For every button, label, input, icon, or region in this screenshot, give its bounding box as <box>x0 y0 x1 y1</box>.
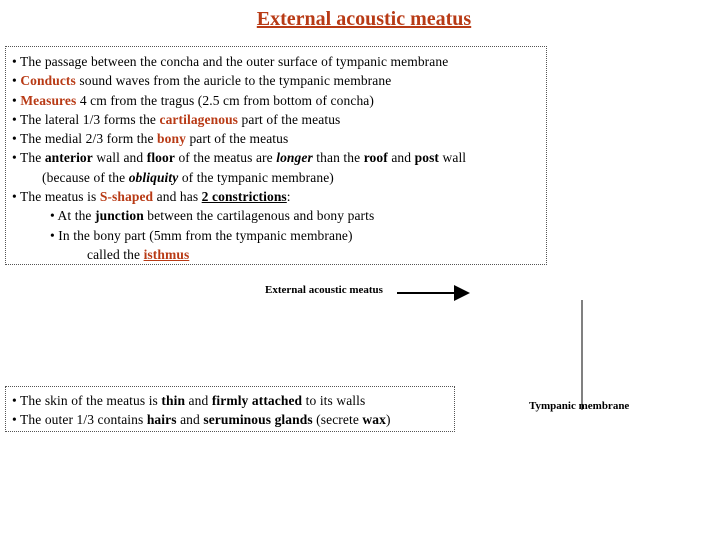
text-line: • The outer 1/3 contains hairs and seruminous glands (secrete wax) <box>12 412 391 428</box>
highlight-cartilagenous: cartilagenous <box>159 111 239 127</box>
page-title: External acoustic meatus <box>256 8 472 30</box>
text-line: • At the junction between the cartilagenous and bony parts <box>50 208 375 224</box>
highlight-isthmus: isthmus <box>143 246 190 262</box>
text-line: • In the bony part (5mm from the tympanic membrane) <box>50 227 353 243</box>
text-line: • Measures 4 cm from the tragus (2.5 cm from bottom of concha) <box>12 92 374 108</box>
skin-description-box <box>5 386 455 432</box>
text-line: • The lateral 1/3 forms the cartilagenous part of the meatus <box>12 111 341 127</box>
highlight-measures: Measures <box>20 92 77 108</box>
meatus-label: External acoustic meatus <box>265 284 383 296</box>
highlight-conducts: Conducts <box>20 73 76 89</box>
text-line: • The skin of the meatus is thin and firmly attached to its walls <box>12 393 366 408</box>
text-line: called the isthmus <box>87 246 190 262</box>
text-line: • The passage between the concha and the outer surface of tympanic membrane <box>12 54 449 69</box>
text-line: • The meatus is S-shaped and has 2 constrictions: <box>12 189 291 205</box>
highlight-bony: bony <box>157 131 186 147</box>
text-line: (because of the obliquity of the tympanic membrane) <box>42 169 334 185</box>
highlight-s-shaped: S-shaped <box>99 189 154 205</box>
text-line: • The medial 2/3 form the bony part of the meatus <box>12 131 289 147</box>
text-line: • Conducts sound waves from the auricle to the tympanic membrane <box>12 73 392 89</box>
tympanic-membrane-label: Tympanic membrane <box>529 400 630 412</box>
text-line: • The anterior wall and floor of the meatus are longer than the roof and post wall <box>12 150 467 166</box>
